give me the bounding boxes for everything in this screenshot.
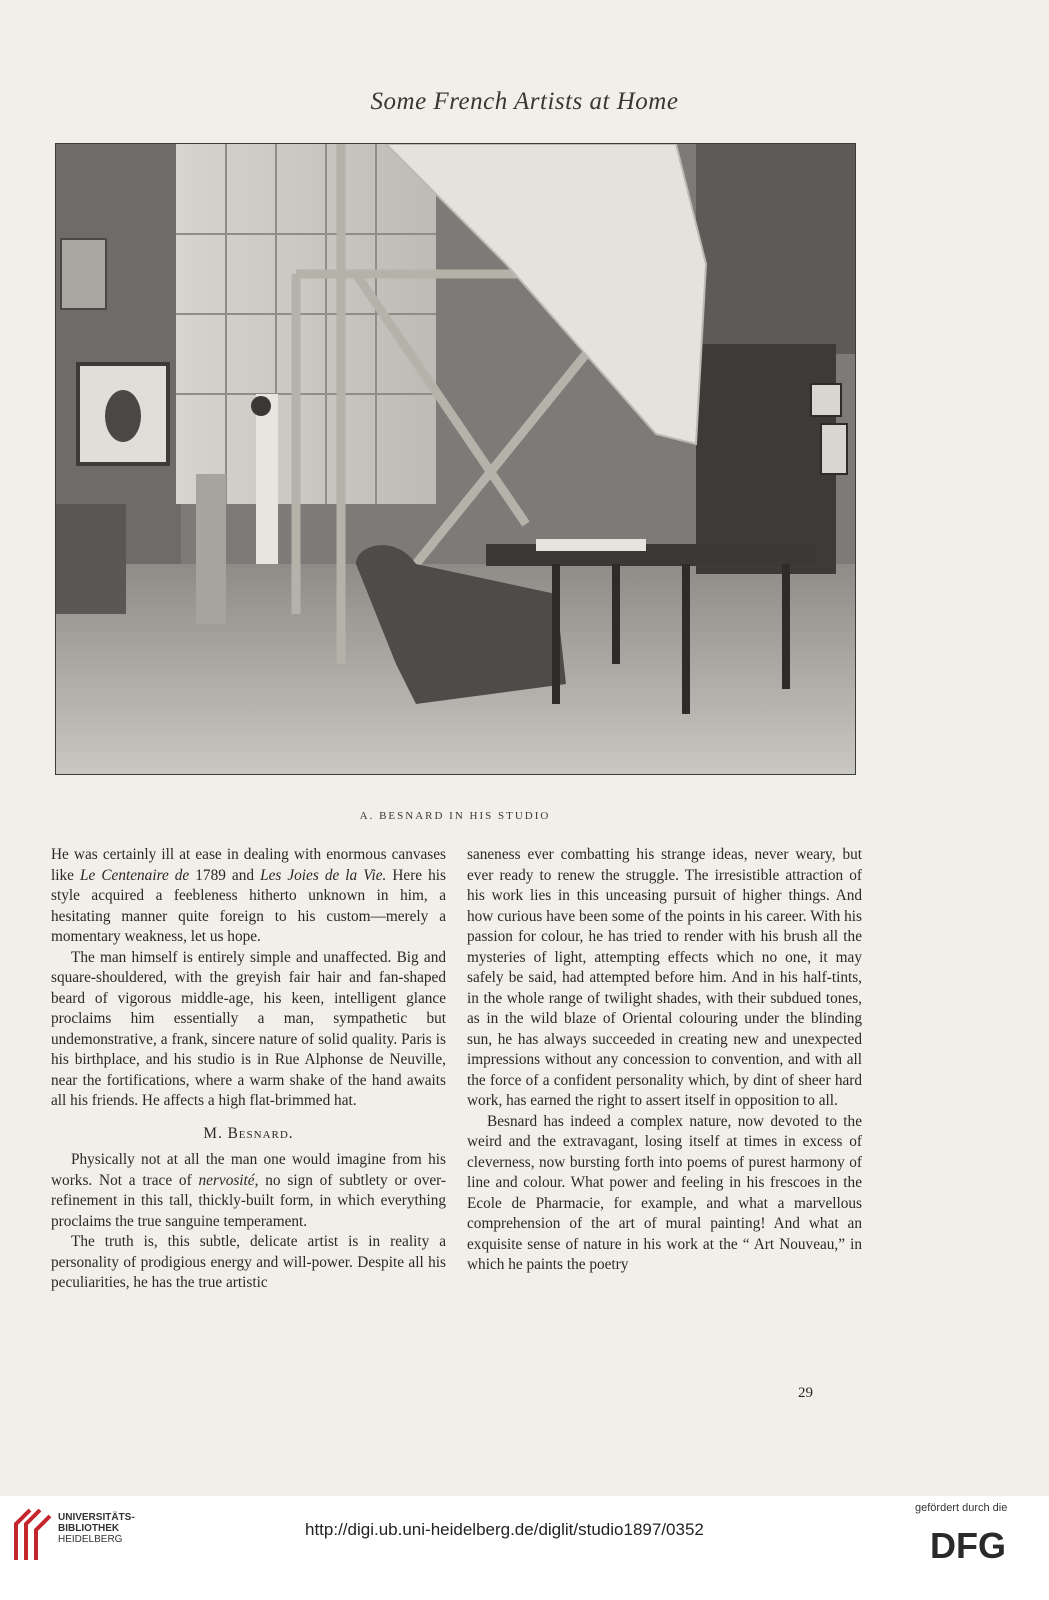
running-header: Some French Artists at Home [370,88,679,115]
paragraph: The truth is, this subtle, delicate artist is in reality a personality of prodigious energy and will-power. Despite all his peculiarities, he has the true artistic [51,1233,446,1291]
paragraph: He was certainly ill at ease in dealing with enormous canvases like Le Centenaire de 1789 and Les Joies de la Vie. Here his style acquired a feebleness hitherto unknown in him, a hesitating manner quite foreign to his custom—merely a momentary weakness, let us hope. [51,846,446,945]
paragraph: saneness ever combatting his strange ideas, never weary, but ever ready to renew the struggle. The irresistible attraction of his work lies in this unceasing pursuit of higher things. And how curious have been some of the points in his career. With his passion for colour, he has tried to render with his brush all the mysteries of light, attempting effects which no one, it may safely be said, had attempted before him. And in his half-tints, in the whole range of twilight shades, with their subdued tones, as in the wild blaze of Oriental colouring under the blinding sun, he has always succeeded in creating new and unexpected impressions without any concession to convention, and with all the force of a confident personality which, by dint of sheer hard work, has earned the right to assert itself in opposition to all. [467,846,862,1109]
figure-caption: A. BESNARD IN HIS STUDIO [359,810,551,822]
studio-photograph [55,143,856,775]
section-heading: M. Besnard. [203,1124,294,1142]
library-name: UNIVERSITÄTS- BIBLIOTHEK HEIDELBERG [58,1512,135,1545]
page-number: 29 [798,1385,813,1401]
permalink-url[interactable]: http://digi.ub.uni-heidelberg.de/diglit/studio1897/0352 [305,1520,704,1539]
paragraph: The man himself is entirely simple and unaffected. Big and square-shouldered, with the greyish fair hair and fan-shaped beard of vigorous middle-age, his keen, intelligent glance proclaims him essentially a man, sympathetic but undemonstrative, a frank, sincere nature of solid quality. Paris is his birthplace, and his studio is in Rue Alphonse de Neuville, near the fortifications, where a warm shake of the hand awaits all his friends. He affects a high flat-brimmed hat. [51,948,446,1109]
paragraph: Besnard has indeed a complex nature, now devoted to the weird and the extravagant, losing itself at times in excess of cleverness, now bursting forth into poems of purest harmony of line and colour. What power and feeling in his frescoes in the Ecole de Pharmacie, for example, and what a marvellous comprehension of the art of mural painting! And what an exquisite sense of nature in his work at the “ Art Nouveau,” in which he paints the poetry [467,1112,862,1273]
right-column [467,845,862,1276]
paragraph: Physically not at all the man one would imagine from his works. Not a trace of nervosité, no sign of subtlety or over-refinement in this tall, thickly-built form, in which everything proclaims the true sanguine temperament. [51,1151,447,1230]
digitization-footer [0,1496,1049,1600]
left-column [51,845,446,1294]
funding-note: gefördert durch die [915,1502,1008,1514]
dfg-logo-icon [928,1524,1018,1564]
dfg-logo-text: DFG [930,1525,1006,1564]
library-logo-icon [10,1506,54,1564]
